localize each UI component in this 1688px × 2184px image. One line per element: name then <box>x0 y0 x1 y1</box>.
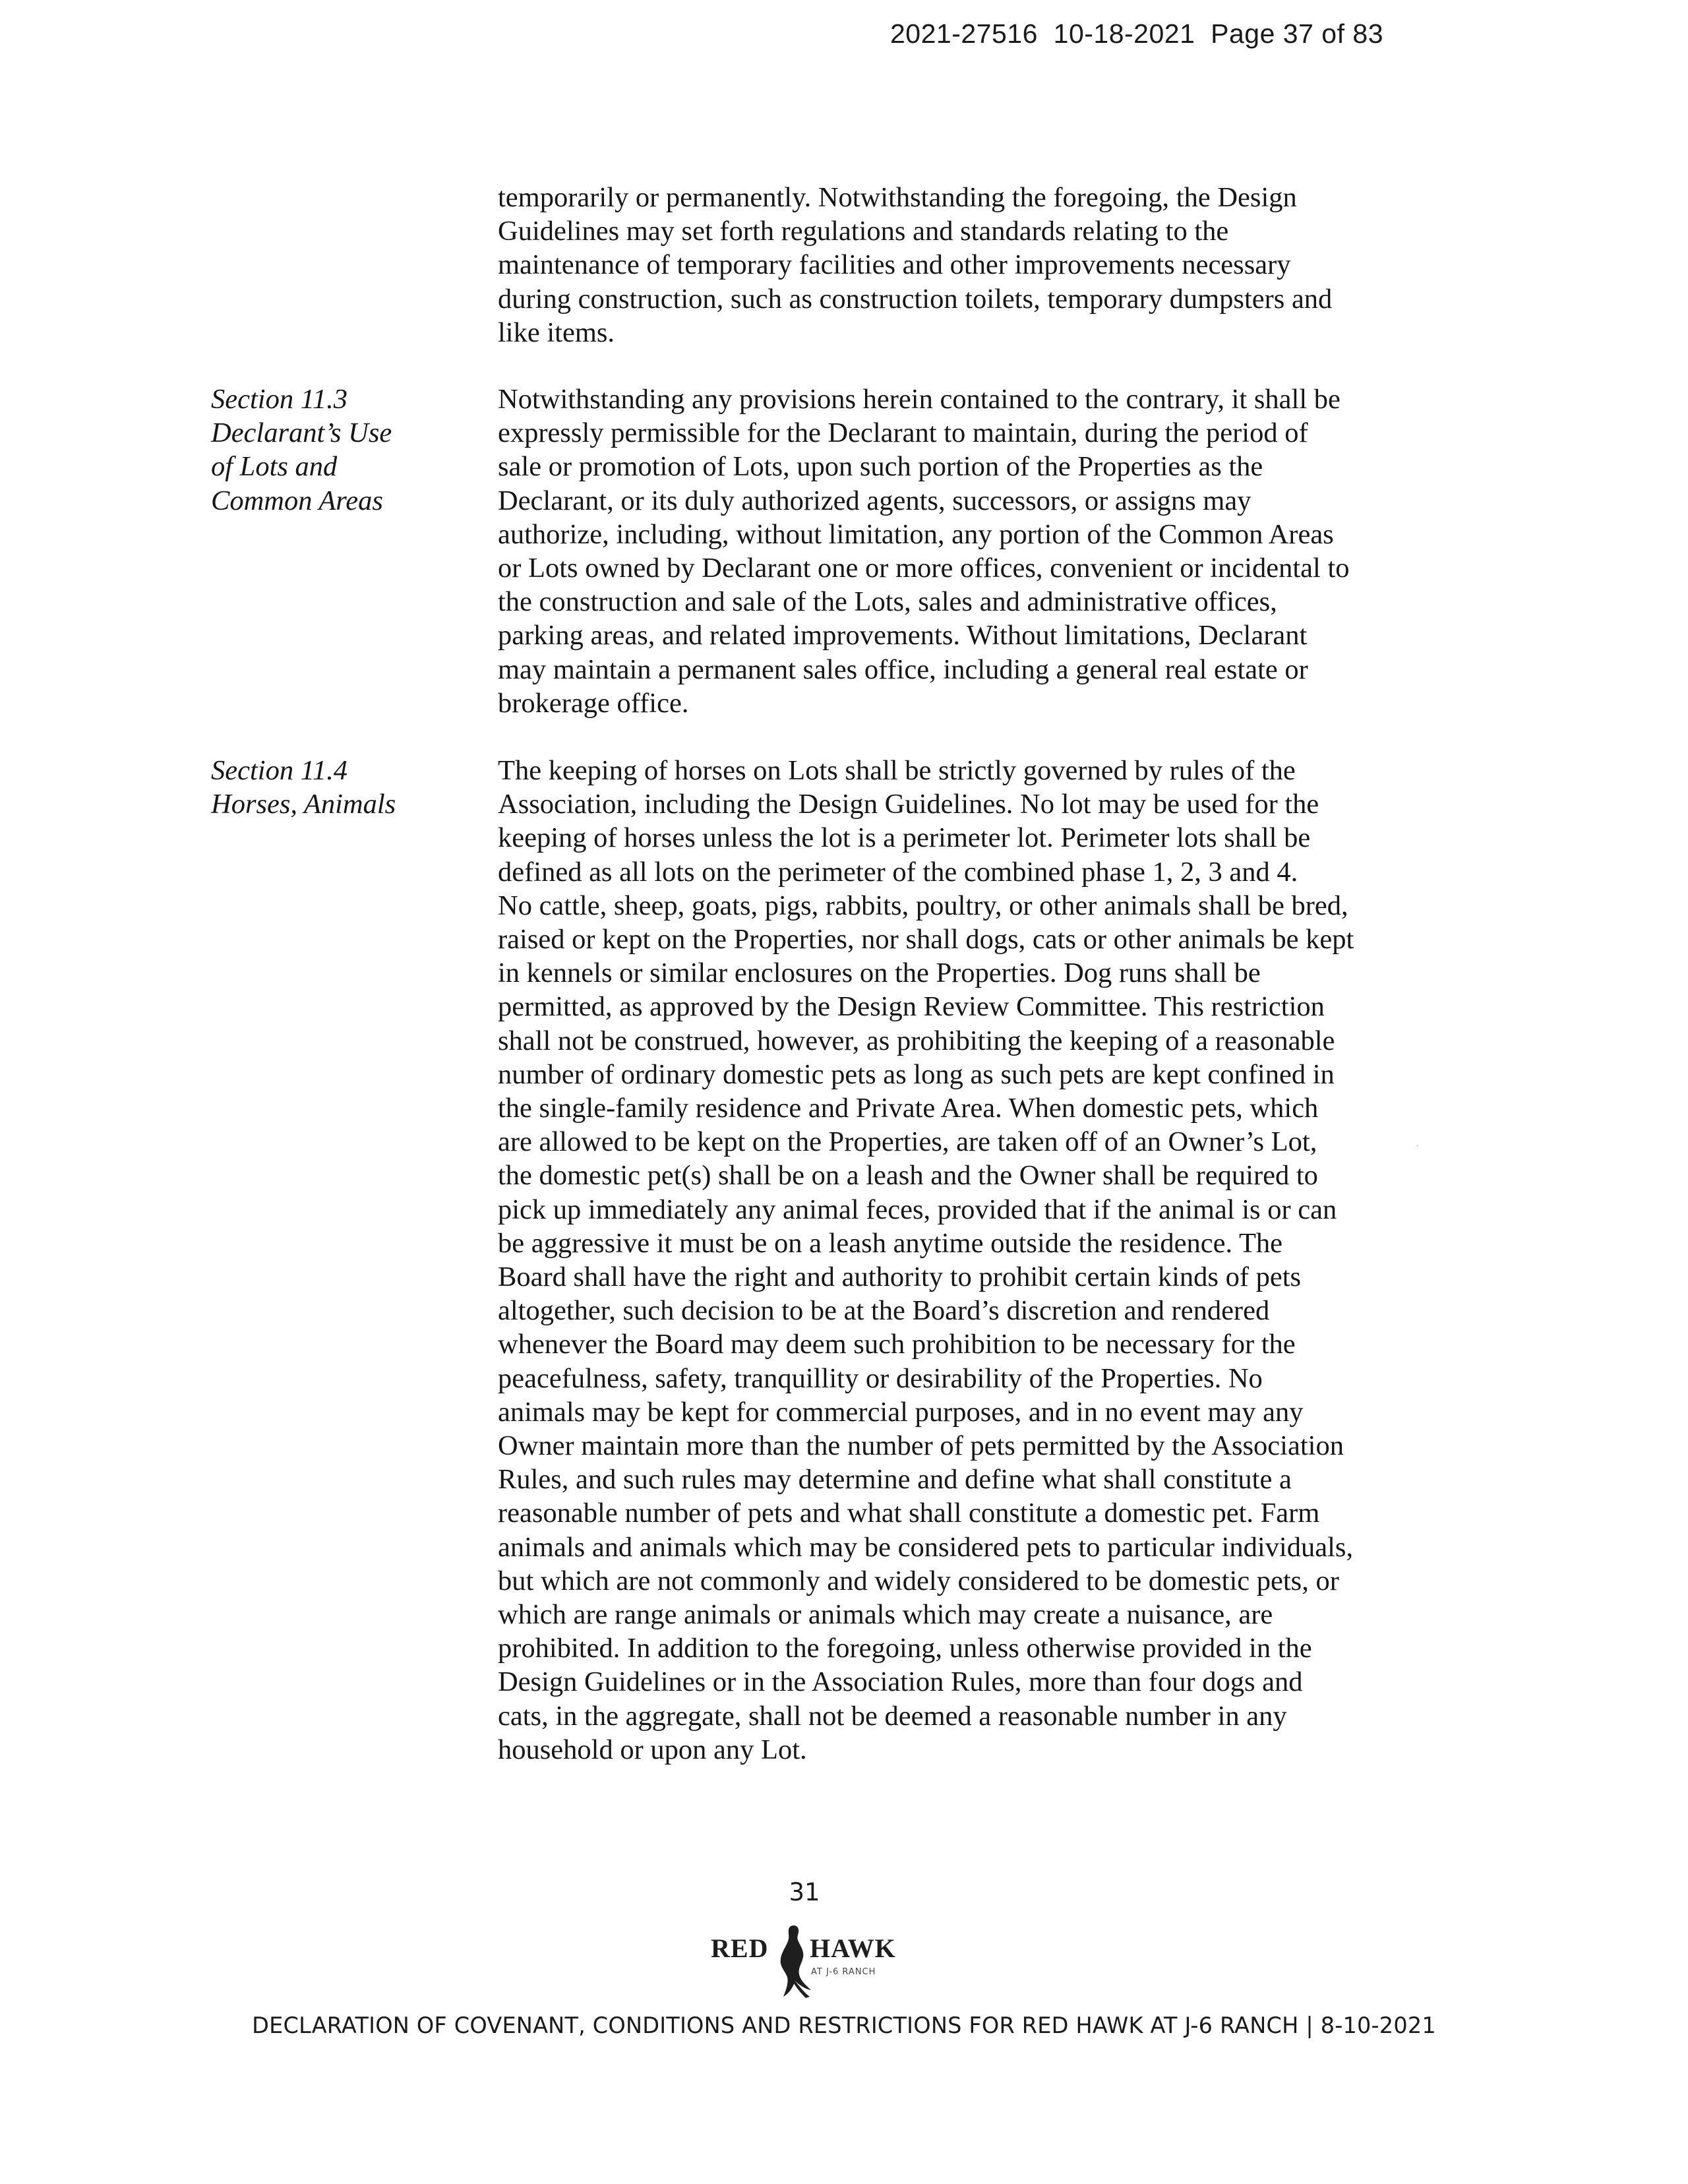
paragraph-line: animals may be kept for commercial purposes, and in no event may any <box>498 1396 1304 1428</box>
paragraph-line: permitted, as approved by the Design Review Committee. This restriction <box>498 991 1325 1023</box>
paragraph-line: reasonable number of pets and what shall constitute a domestic pet. Farm <box>498 1498 1320 1529</box>
page-number: 31 <box>789 1878 820 1906</box>
paragraph-line: shall not be construed, however, as prohibiting the keeping of a reasonable <box>498 1025 1335 1056</box>
logo-tagline: AT J-6 RANCH <box>811 1967 876 1977</box>
paragraph-line: parking areas, and related improvements. Without limitations, Declarant <box>498 620 1308 652</box>
paragraph-line: which are range animals or animals which may create a nuisance, are <box>498 1599 1273 1631</box>
paragraph-line: Declarant, or its duly authorized agents, successors, or assigns may <box>498 485 1251 516</box>
recording-stamp: 2021-27516 10-18-2021 Page 37 of 83 <box>890 18 1383 49</box>
heading-line: Common Areas <box>211 485 383 516</box>
paragraph-line: Association, including the Design Guidelines. No lot may be used for the <box>498 789 1319 820</box>
paragraph-line: but which are not commonly and widely considered to be domestic pets, or <box>498 1565 1339 1596</box>
paragraph-line: Board shall have the right and authority to prohibit certain kinds of pets <box>498 1261 1302 1293</box>
section-11-3-body <box>498 382 1418 720</box>
continuation-paragraph <box>498 181 1418 349</box>
paragraph-line: authorize, including, without limitation, any portion of the Common Areas <box>498 518 1334 550</box>
paragraph-line: the single-family residence and Private Area. When domestic pets, which <box>498 1093 1319 1124</box>
heading-line: of Lots and <box>211 451 338 483</box>
paragraph-line: No cattle, sheep, goats, pigs, rabbits, poultry, or other animals shall be bred, <box>498 890 1348 921</box>
paragraph-line: during construction, such as construction toilets, temporary dumpsters and <box>498 283 1333 315</box>
logo-red-text: RED <box>711 1933 769 1963</box>
paragraph-line: in kennels or similar enclosures on the Properties. Dog runs shall be <box>498 957 1261 989</box>
paragraph-line: household or upon any Lot. <box>498 1734 807 1765</box>
paragraph-line: Rules, and such rules may determine and define what shall constitute a <box>498 1464 1292 1496</box>
heading-line: Section 11.4 <box>211 755 347 786</box>
paragraph-line: be aggressive it must be on a leash anytime outside the residence. The <box>498 1227 1283 1259</box>
paragraph-line: The keeping of horses on Lots shall be strictly governed by rules of the <box>498 755 1296 786</box>
paragraph-line: prohibited. In addition to the foregoing, unless otherwise provided in the <box>498 1633 1312 1664</box>
paragraph-line: sale or promotion of Lots, upon such portion of the Properties as the <box>498 451 1263 483</box>
document-footer: DECLARATION OF COVENANT, CONDITIONS AND RESTRICTIONS FOR RED HAWK AT J-6 RANCH | 8-10-2021 <box>252 2013 1436 2038</box>
paragraph-line: whenever the Board may deem such prohibition to be necessary for the <box>498 1329 1296 1360</box>
paragraph-line: Owner maintain more than the number of pets permitted by the Association <box>498 1430 1344 1462</box>
paragraph-line: the domestic pet(s) shall be on a leash and the Owner shall be required to <box>498 1160 1318 1192</box>
paragraph-line: temporarily or permanently. Notwithstanding the foregoing, the Design <box>498 182 1297 213</box>
heading-line: Horses, Animals <box>211 789 396 820</box>
paragraph-line: number of ordinary domestic pets as long as such pets are kept confined in <box>498 1058 1335 1090</box>
heading-line: Section 11.3 <box>211 384 347 415</box>
paragraph-line: Guidelines may set forth regulations and standards relating to the <box>498 216 1229 247</box>
paragraph-line: are allowed to be kept on the Properties, are taken off of an Owner’s Lot, <box>498 1126 1317 1158</box>
heading-line: Declarant’s Use <box>211 417 392 449</box>
paragraph-line: cats, in the aggregate, shall not be deemed a reasonable number in any <box>498 1700 1287 1732</box>
paragraph-line: brokerage office. <box>498 687 689 719</box>
paragraph-line: may maintain a permanent sales office, including a general real estate or <box>498 653 1308 685</box>
section-11-4-body <box>498 754 1418 1767</box>
paragraph-line: pick up immediately any animal feces, provided that if the animal is or can <box>498 1194 1337 1225</box>
section-11-3-heading <box>211 382 448 518</box>
paragraph-line: the construction and sale of the Lots, sales and administrative offices, <box>498 586 1277 618</box>
paragraph-line: keeping of horses unless the lot is a perimeter lot. Perimeter lots shall be <box>498 822 1311 854</box>
paragraph-line: expressly permissible for the Declarant to maintain, during the period of <box>498 417 1308 449</box>
paragraph-line: peacefulness, safety, tranquillity or desirability of the Properties. No <box>498 1362 1263 1394</box>
logo-hawk-text: HAWK <box>810 1933 896 1963</box>
paragraph-line: like items. <box>498 317 615 348</box>
paragraph-line: maintenance of temporary facilities and other improvements necessary <box>498 249 1291 281</box>
paragraph-line: raised or kept on the Properties, nor shall dogs, cats or other animals be kept <box>498 924 1354 956</box>
scan-speck <box>1416 1145 1418 1147</box>
red-hawk-logo <box>706 1919 903 2005</box>
paragraph-line: Design Guidelines or in the Association Rules, more than four dogs and <box>498 1666 1303 1698</box>
paragraph-line: Notwithstanding any provisions herein contained to the contrary, it shall be <box>498 384 1341 415</box>
paragraph-line: animals and animals which may be considered pets to particular individuals, <box>498 1531 1354 1563</box>
hawk-icon <box>781 1926 811 1998</box>
section-11-4-heading <box>211 754 448 821</box>
paragraph-line: defined as all lots on the perimeter of the combined phase 1, 2, 3 and 4. <box>498 856 1298 888</box>
paragraph-line: or Lots owned by Declarant one or more offices, convenient or incidental to <box>498 553 1350 584</box>
paragraph-line: altogether, such decision to be at the Board’s discretion and rendered <box>498 1295 1270 1327</box>
